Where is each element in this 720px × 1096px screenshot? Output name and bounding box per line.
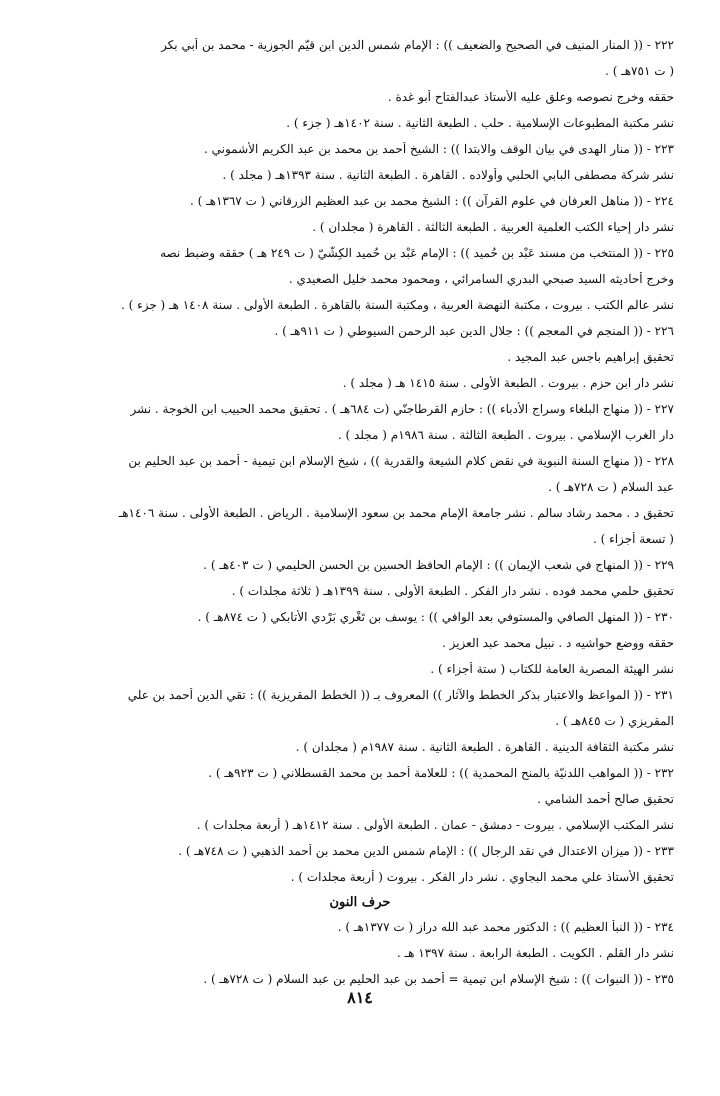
bibliography-line: حققه ووضع حواشيه د . نبيل محمد عبد العزيز . xyxy=(441,636,674,650)
bibliography-line: ( ت ٧٥١هـ ) . xyxy=(605,64,674,78)
bibliography-line: نشر شركة مصطفى البابي الحلبي وأولاده . القاهرة . الطبعة الثانية . سنة ١٣٩٣هـ ( مجلد ) . xyxy=(222,168,674,182)
bibliography-line: وخرج أحاديثه السيد صبحي البدري السامرائي ، ومحمود محمد خليل الصعيدي . xyxy=(288,272,674,286)
bibliography-line: ٢٢٦ - (( المنجم في المعجم )) : جلال الدين عبد الرحمن السيوطي ( ت ٩١١هـ ) . xyxy=(274,324,674,338)
bibliography-line: ( تسعة أجزاء ) . xyxy=(592,532,674,546)
bibliography-line: ٢٢٩ - (( المنهاج في شعب الإيمان )) : الإمام الحافظ الحسين بن الحسن الحليمي ( ت ٤٠٣هـ ) . xyxy=(203,558,674,572)
bibliography-line: نشر دار القلم . الكويت . الطبعة الرابعة . سنة ١٣٩٧ هـ . xyxy=(396,946,674,960)
bibliography-line: ٢٣١ - (( المواعظ والاعتبار بذكر الخطط والآثار )) المعروف بـ (( الخطط المقريزية )) : تقي الدين أحمد بن علي xyxy=(127,688,674,702)
bibliography-line: ٢٢٢ - (( المنار المنيف في الصحيح والضعيف )) : الإمام شمس الدين ابن قيّم الجوزية - محمد بن أبي بكر xyxy=(161,38,674,52)
bibliography-line: ٢٢٧ - (( منهاج البلغاء وسراج الأدباء )) : حازم القرطاجنّي (ت ٦٨٤هـ ) . تحقيق محمد الحبيب ابن الخوجة . نشر xyxy=(130,402,674,416)
page-number: ٨١٤ xyxy=(347,988,373,1007)
bibliography-line: ٢٢٤ - (( مناهل العرفان في علوم القرآن )) : الشيخ محمد بن عبد العظيم الزرقاني ( ت ١٣٦٧هـ ) . xyxy=(189,194,674,208)
bibliography-line: المقريزي ( ت ٨٤٥هـ ) . xyxy=(555,714,674,728)
bibliography-line: ٢٣٠ - (( المنهل الصافي والمستوفي بعد الوافي )) : يوسف بن تَغْري بَرْدي الأتابكي ( ت ٨٧٤هـ ) . xyxy=(197,610,674,624)
bibliography-line: ٢٢٨ - (( منهاج السنة النبوية في نقض كلام الشيعة والقدرية )) ، شيخ الإسلام ابن تيمية - أحمد بن عبد الحليم بن xyxy=(128,454,674,468)
bibliography-line: نشر مكتبة الثقافة الدينية . القاهرة . الطبعة الثانية . سنة ١٩٨٧م ( مجلدان ) . xyxy=(295,740,674,754)
bibliography-line: نشر المكتب الإسلامي . بيروت - دمشق - عمان . الطبعة الأولى . سنة ١٤١٢هـ ( أربعة مجلدات ) . xyxy=(196,818,674,832)
bibliography-line: ٢٢٥ - (( المنتخب من مسند عَبْد بن حُميد )) : الإمام عَبْد بن حُميد الكِشّيّ ( ت ٢٤٩ هـ ) حققه وضبط نصه xyxy=(160,246,674,260)
section-heading: حرف النون xyxy=(329,896,391,910)
bibliography-line: ٢٣٢ - (( المواهب اللدنيّة بالمنح المحمدية )) : للعلامة أحمد بن محمد القسطلاني ( ت ٩٢٣هـ ) . xyxy=(208,766,674,780)
bibliography-line: نشر دار إحياء الكتب العلمية العربية . الطبعة الثالثة . القاهرة ( مجلدان ) . xyxy=(312,220,674,234)
bibliography-line: نشر عالم الكتب . بيروت ، مكتبة النهضة العربية ، ومكتبة السنة بالقاهرة . الطبعة الأولى . سنة ١٤٠٨ هـ ( جزء ) . xyxy=(120,298,674,312)
bibliography-line: تحقيق حلمي محمد فوده . نشر دار الفكر . الطبعة الأولى . سنة ١٣٩٩هـ ( ثلاثة مجلدات ) . xyxy=(231,584,674,598)
bibliography-line: ٢٣٤ - (( النبأ العظيم )) : الدكتور محمد عبد الله دراز ( ت ١٣٧٧هـ ) . xyxy=(337,920,674,934)
bibliography-line: ٢٣٥ - (( النبوات )) : شيخ الإسلام ابن تيمية = أحمد بن عبد الحليم بن عبد السلام ( ت ٧٢٨هـ ) . xyxy=(203,972,674,986)
bibliography-line: تحقيق إبراهيم باجس عبد المجيد . xyxy=(507,350,674,364)
bibliography-line: نشر الهيئة المصرية العامة للكتاب ( ستة أجزاء ) . xyxy=(430,662,674,676)
bibliography-line: نشر مكتبة المطبوعات الإسلامية . حلب . الطبعة الثانية . سنة ١٤٠٢هـ ( جزء ) . xyxy=(286,116,674,130)
bibliography-line: تحقيق الأستاذ علي محمد البجاوي . نشر دار الفكر . بيروت ( أربعة مجلدات ) . xyxy=(290,870,674,884)
bibliography-text xyxy=(46,38,674,998)
bibliography-line: ٢٢٣ - (( منار الهدى في بيان الوقف والابتدا )) : الشيخ أحمد بن محمد بن عبد الكريم الأشموني . xyxy=(203,142,674,156)
bibliography-line: تحقيق د . محمد رشاد سالم . نشر جامعة الإمام محمد بن سعود الإسلامية . الرياض . الطبعة الأولى . سنة ١٤٠٦هـ xyxy=(118,506,674,520)
bibliography-line: تحقيق صالح أحمد الشامي . xyxy=(537,792,674,806)
bibliography-line: نشر دار ابن حزم . بيروت . الطبعة الأولى . سنة ١٤١٥ هـ ( مجلد ) . xyxy=(342,376,674,390)
bibliography-line: حققه وخرج نصوصه وعلق عليه الأستاذ عبدالفتاح أبو غدة . xyxy=(387,90,674,104)
bibliography-line: دار الغرب الإسلامي . بيروت . الطبعة الثالثة . سنة ١٩٨٦م ( مجلد ) . xyxy=(337,428,674,442)
bibliography-line: عبد السلام ( ت ٧٢٨هـ ) . xyxy=(548,480,674,494)
bibliography-line: ٢٣٣ - (( ميزان الاعتدال في نقد الرجال )) : الإمام شمس الدين محمد بن أحمد الذهبي ( ت ٧٤٨هـ ) . xyxy=(178,844,674,858)
